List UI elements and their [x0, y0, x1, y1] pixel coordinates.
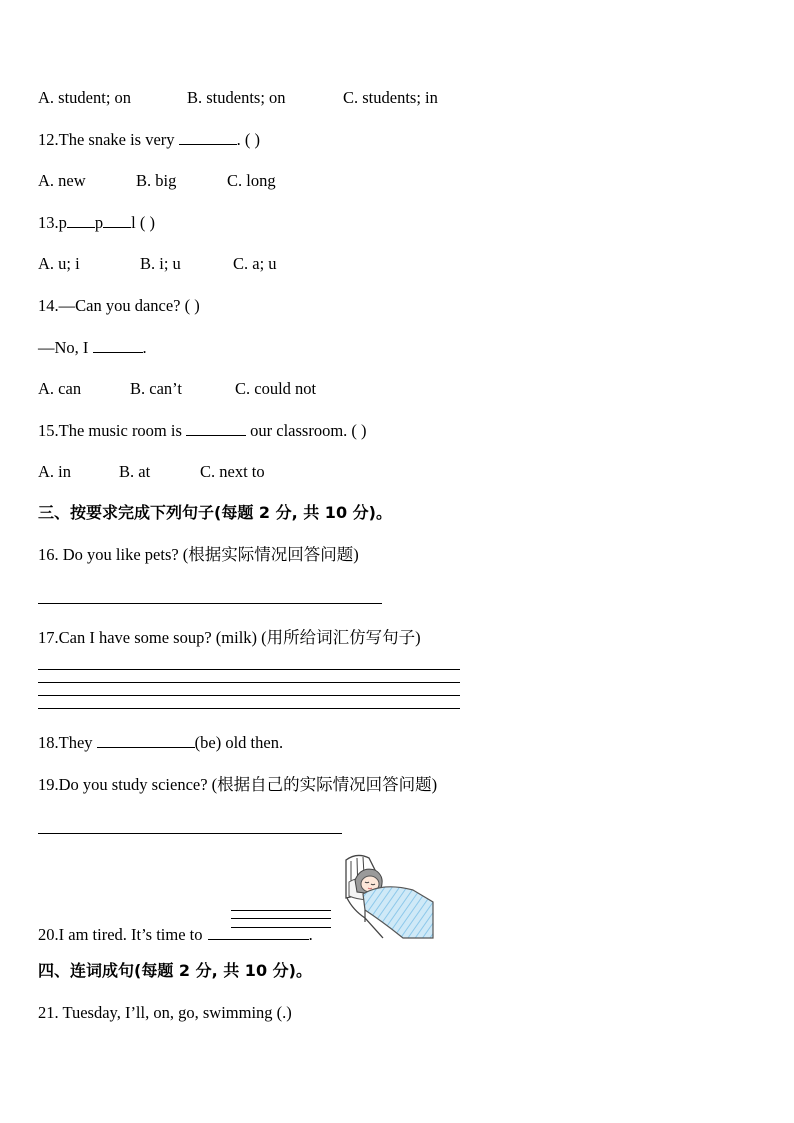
q15-number: 15.	[38, 421, 59, 440]
q16-question	[38, 545, 359, 565]
q14-answer-line	[38, 338, 147, 358]
q19-question	[38, 775, 437, 795]
q13-blank-2[interactable]	[103, 213, 131, 228]
q18-number: 18.	[38, 733, 59, 752]
q12-number: 12.	[38, 130, 59, 149]
section4-heading: 四、连词成句(每题 2 分, 共 10 分)。	[38, 961, 312, 980]
q17-text: Can I have some soup? (milk) (用所给词汇仿写句子)	[58, 628, 421, 647]
q13-option-a: A. u; i	[38, 254, 80, 273]
q13-letter-3: l ( )	[131, 213, 155, 232]
q14-option-b: B. can’t	[130, 379, 182, 398]
q20-number: 20.	[38, 925, 59, 944]
q20-end-period: .	[308, 925, 313, 944]
q15-option-b: B. at	[119, 462, 151, 481]
q16-number: 16.	[38, 545, 59, 564]
q12-option-a: A. new	[38, 171, 86, 190]
q11-option-b: B. students; on	[187, 88, 286, 107]
q20-answer-line-1[interactable]	[231, 910, 331, 911]
q15-answer-blank[interactable]	[186, 421, 246, 436]
q14-answer-after: .	[142, 338, 147, 357]
q14-number: 14.	[38, 296, 59, 315]
q13-letter-1: p	[58, 213, 67, 232]
q19-answer-line[interactable]	[38, 833, 342, 834]
section3-heading: 三、按要求完成下列句子(每题 2 分, 共 10 分)。	[38, 503, 392, 522]
q13-options	[38, 254, 277, 274]
q18-answer-blank[interactable]	[97, 733, 195, 748]
q12-text-before: The snake is very	[58, 130, 179, 149]
q19-text: Do you study science? (根据自己的实际情况回答问题)	[58, 775, 438, 794]
q12-answer-blank[interactable]	[179, 130, 237, 145]
q17-answer-line-3[interactable]	[38, 695, 460, 696]
q21-question	[38, 1003, 292, 1023]
q11-option-c: C. students; in	[343, 88, 438, 107]
q12-options	[38, 171, 276, 191]
q20-question	[38, 925, 313, 945]
q16-answer-line[interactable]	[38, 603, 382, 604]
q15-option-a: A. in	[38, 462, 71, 481]
q20-answer-blank[interactable]	[208, 925, 309, 940]
q20-answer-line-2[interactable]	[231, 918, 331, 919]
q15-text-after: our classroom. ( )	[246, 421, 367, 440]
q17-answer-line-1[interactable]	[38, 669, 460, 670]
q14-text: —Can you dance? ( )	[58, 296, 200, 315]
q15-question	[38, 421, 367, 441]
q18-text-before: They	[58, 733, 97, 752]
q13-blank-1[interactable]	[67, 213, 95, 228]
q21-number: 21	[38, 1003, 55, 1022]
q21-text: . Tuesday, I’ll, on, go, swimming (.)	[54, 1003, 292, 1022]
q13-option-c: C. a; u	[233, 254, 277, 273]
girl-sleeping-in-bed-illustration	[343, 852, 435, 940]
q15-options	[38, 462, 265, 482]
q12-option-b: B. big	[136, 171, 177, 190]
q17-number: 17.	[38, 628, 59, 647]
q20-text: I am tired. It’s time to	[58, 925, 207, 944]
q13-number: 13.	[38, 213, 59, 232]
q19-number: 19.	[38, 775, 59, 794]
q18-question	[38, 733, 283, 753]
q11-options	[38, 88, 438, 108]
q14-answer-blank[interactable]	[93, 338, 143, 353]
q17-question	[38, 628, 421, 648]
q15-text-before: The music room is	[58, 421, 187, 440]
q13-question	[38, 213, 155, 233]
q12-text-after: . ( )	[236, 130, 261, 149]
q13-letter-2: p	[94, 213, 104, 232]
q17-answer-line-4[interactable]	[38, 708, 460, 709]
q18-text-after: (be) old then.	[194, 733, 284, 752]
q14-option-c: C. could not	[235, 379, 317, 398]
q14-options	[38, 379, 316, 399]
q14-question	[38, 296, 200, 316]
q17-answer-line-2[interactable]	[38, 682, 460, 683]
q15-option-c: C. next to	[200, 462, 265, 481]
q16-text: Do you like pets? (根据实际情况回答问题)	[58, 545, 359, 564]
q14-option-a: A. can	[38, 379, 82, 398]
q11-option-a: A. student; on	[38, 88, 132, 107]
q12-option-c: C. long	[227, 171, 276, 190]
q14-answer-before: —No, I	[38, 338, 93, 357]
q12-question	[38, 130, 260, 150]
q13-option-b: B. i; u	[140, 254, 181, 273]
